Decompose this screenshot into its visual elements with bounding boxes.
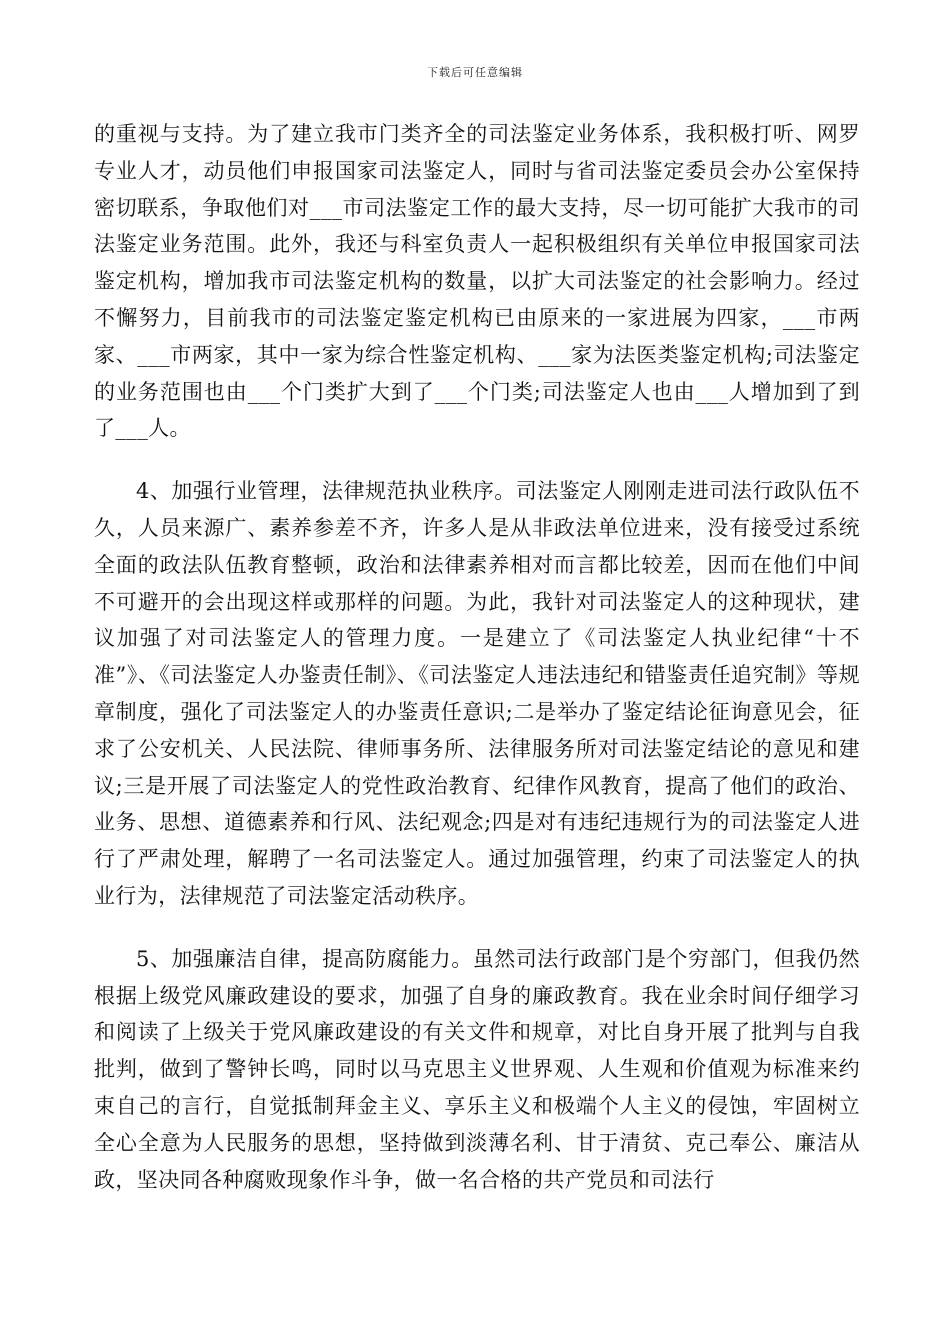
paragraph-section-5: 5、加强廉洁自律，提高防腐能力。虽然司法行政部门是个穷部门，但我仍然根据上级党风廉政建设的要求，加强了自身的廉政教育。我在业余时间仔细学习和阅读了上级关于党风廉政建设的有关文件和规章，对比自身开展了批判与自我批判，做到了警钟长鸣，同时以马克思主义世界观、人生观和价值观为标准来约束自己的言行，自觉抵制拜金主义、享乐主义和极端个人主义的侵蚀，牢固树立全心全意为人民服务的思想，坚持做到淡薄名利、甘于清贫、克己奉公、廉洁从政，坚决同各种腐败现象作斗争，做一名合格的共产党员和司法行	[94, 946, 860, 1192]
paragraph-gap	[94, 915, 860, 941]
paragraph-continuation: 的重视与支持。为了建立我市门类齐全的司法鉴定业务体系，我积极打听、网罗专业人才，动员他们申报国家司法鉴定人，同时与省司法鉴定委员会办公室保持密切联系，争取他们对___市司法鉴定工作的最大支持，尽一切可能扩大我市的司法鉴定业务范围。此外，我还与科室负责人一起积极组织有关单位申报国家司法鉴定机构，增加我市司法鉴定机构的数量，以扩大司法鉴定的社会影响力。经过不懈努力，目前我市的司法鉴定鉴定机构已由原来的一家进展为四家，___市两家、___市两家，其中一家为综合性鉴定机构、___家为法医类鉴定机构;司法鉴定的业务范围也由___个门类扩大到了___个门类;司法鉴定人也由___人增加到了到了___人。	[94, 122, 860, 441]
paragraph-section-4: 4、加强行业管理，法律规范执业秩序。司法鉴定人刚刚走进司法行政队伍不久，人员来源广、素养参差不齐，许多人是从非政法单位进来，没有接受过系统全面的政法队伍教育整顿，政治和法律素养相对而言都比较差，因而在他们中间不可避开的会出现这样或那样的问题。为此，我针对司法鉴定人的这种现状，建议加强了对司法鉴定人的管理力度。一是建立了《司法鉴定人执业纪律“十不准”》、《司法鉴定人办鉴责任制》、《司法鉴定人违法违纪和错鉴责任追究制》等规章制度，强化了司法鉴定人的办鉴责任意识;二是举办了鉴定结论征询意见会，征求了公安机关、人民法院、律师事务所、法律服务所对司法鉴定结论的意见和建议;三是开展了司法鉴定人的党性政治教育、纪律作风教育，提高了他们的政治、业务、思想、道德素养和行风、法纪观念;四是对有违纪违规行为的司法鉴定人进行了严肃处理，解聘了一名司法鉴定人。通过加强管理，约束了司法鉴定人的执业行为，法律规范了司法鉴定活动秩序。	[94, 479, 860, 908]
page-header: 下载后可任意编辑	[427, 66, 523, 79]
document-body	[94, 116, 860, 1198]
paragraph-gap	[94, 447, 860, 473]
